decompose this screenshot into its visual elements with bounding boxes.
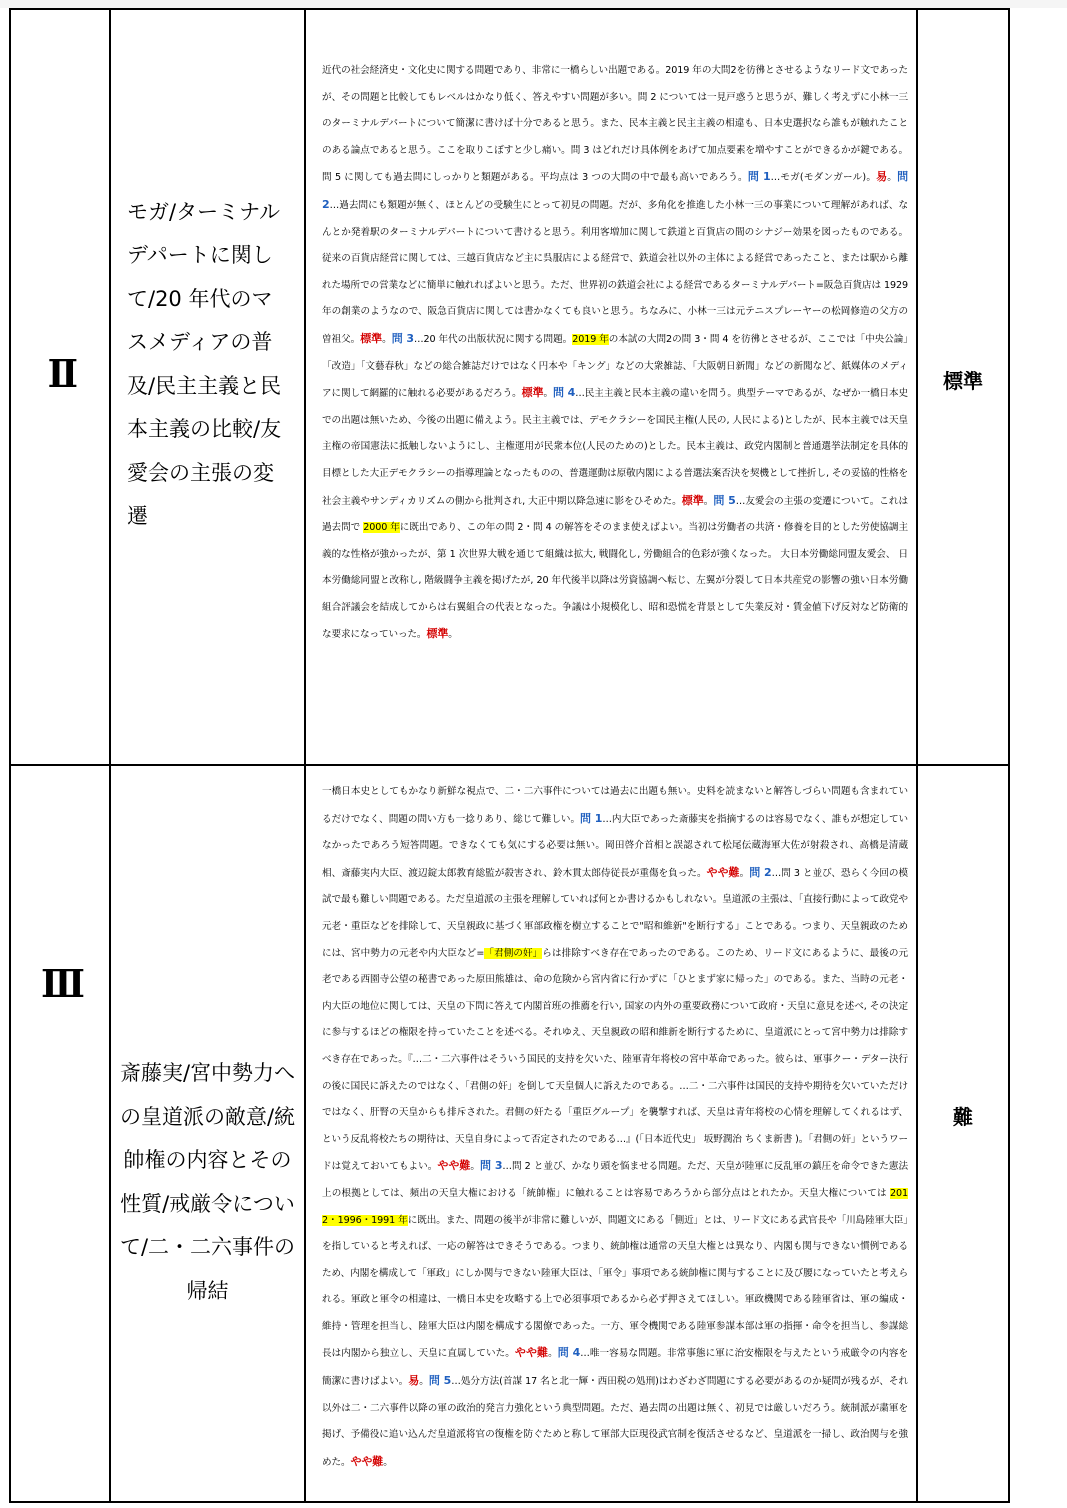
question-label: 問 4: [553, 386, 576, 400]
commentary-cell: [305, 9, 917, 765]
commentary-segment: …内大臣であった斎藤実を指摘するのは容易でなく、誰もが想定していなかったであろう短答問題。できなくても気にする必要は無い。岡田啓介首相と誤認されて松尾伝蔵海軍大佐が射殺され、高橋是清蔵相、斎藤実内大臣、渡辺錠太郎教育総監が殺害され、鈴木貫太郎侍従長が重傷を負った。: [322, 813, 909, 879]
commentary-segment: 。: [739, 867, 750, 879]
commentary-segment: …民主主義と民本主義の違いを問う。典型テーマであるが、なぜか一橋日本史での出題は無いため、今後の出題に備えよう。民主主義では、デモクラシーを国民主権(人民の, 人民による)としたが、民本主義では天皇主権の帝国憲法に抵触しないようにし、主権運用が民衆本位(人民のための)とした。民本主義は、政党内閣制と普通選挙法制定を具体的目標とした大正デモクラシーの指導理論となったものの、普選運動は原敬内閣による普選法案否決を契機として挫折し, その妥協的性格を社会主義やサンディカリズムの側から批判され, 大正中期以降急速に影をひそめた。: [322, 388, 908, 507]
commentary-segment: の本試の大問2の問 3・問 4 を彷彿とさせるが、ここでは「中央公論」「改造」「文藝春秋」などの総合雑誌だけではなく円本や「キング」などの大衆雑誌、「大阪朝日新聞」などの新聞など、紙媒体のメディアに関して網羅的に触れる必要があるだろう。: [322, 333, 908, 400]
difficulty-mark: やや難: [706, 865, 740, 879]
difficulty-label: 難: [953, 1105, 973, 1129]
commentary-segment: 。: [543, 388, 554, 400]
commentary-segment: に既出。また、問題の後半が非常に難しいが、問題文にある「側近」とは、リード文にある武官長や「川島陸軍大臣」を指していると考えれば、一応の解答はできそうである。つまり、統帥権は通常の天皇大権とは異なり、内閣も関与できない慣例であるため、内閣を構成して「軍政」にしか関与できない陸軍大臣は、「軍令」事項である統帥権に関与することに及び腰になっていたと考えられる。軍政と軍令の相違は、一橋日本史を攻略する上で必須事項であるから必ず押さえてほしい。軍政機関である陸軍省は、軍の編成・維持・管理を担当し、陸軍大臣は内閣を構成する閣僚であった。一方、軍令機関である陸軍参謀本部は軍の指揮・命令を担当し、参謀総長は内閣から独立し、天皇に直属していた。: [322, 1214, 909, 1360]
commentary-text: [306, 766, 916, 1476]
highlighted-text: 「君側の奸」: [484, 947, 543, 959]
commentary-segment: 。: [703, 495, 714, 507]
question-label: 問 1: [747, 170, 771, 184]
question-label: 問 2: [749, 865, 772, 879]
section-numeral: Ⅱ: [47, 350, 73, 396]
topic-text: モガ/ターミナルデパートに関して/20 年代のマスメディアの普及/民主主義と民本主義の比較/友愛会の主張の変遷: [127, 199, 282, 528]
commentary-segment: …20 年代の出版状況に関する問題。: [413, 333, 573, 345]
question-label: 問 4: [557, 1346, 581, 1360]
commentary-segment: 一橋日本史としてもかなり新鮮な視点で、二・二六事件については過去に出題も無い。史料を読まないと解答しづらい問題も含まれているだけでなく、問題の問い方も一捻りあり、総じて難しい。: [322, 786, 908, 825]
commentary-segment: 。: [448, 629, 458, 641]
question-label: 問 3: [391, 331, 414, 345]
commentary-segment: 。: [383, 1456, 393, 1468]
commentary-segment: らは排除すべき存在であったのである。このため、リード文にあるように、最後の元老である西園寺公望の秘書であった原田熊雄は、命の危険から宮内省に行かずに「ひとまず家に帰った」のである。また、当時の元老・内大臣の地位に関しては、天皇の下問に答えて内閣首班の推薦を行い, 国家の内外の重要政務について政府・天皇に意見を述べ, その決定に参与するほどの権限を持っていたことを述べる。それゆえ、天皇親政の昭和維新を断行するために、皇道派にとって宮中勢力は排除すべき存在であった。『…二・二六事件はそういう国民的支持を欠いた、陸軍青年将校の宮中革命であった。彼らは、軍事クー・デター決行の後に国民に訴えたのではなく、「君側の奸」を倒して天皇個人に訴えたのである。…二・二六事件は国民的支持や期待を欠いていただけではなく、肝腎の天皇からも排斥された。君側の奸たる「重臣グループ」を襲撃すれば、天皇は青年将校の心情を理解してくれるはず、という反乱将校たちの期待は、天皇自身によって否定されたのである…』(「日本近代史」 坂野潤治 ちくま新書 )。「君側の奸」というワードは覚えておいてもよい。: [322, 947, 908, 1173]
question-label: 問 5: [428, 1374, 452, 1388]
top-strip: [0, 0, 1067, 8]
difficulty-mark: 標準: [681, 493, 704, 507]
difficulty-mark: 易: [876, 170, 888, 184]
difficulty-mark: 標準: [426, 627, 449, 641]
table-row: [10, 9, 1009, 765]
section-numeral: Ⅲ: [40, 961, 80, 1006]
difficulty-mark: 標準: [521, 386, 544, 400]
commentary-segment: …過去問にも類題が無く、ほとんどの受験生にとって初見の問題。だが、多角化を推進した小林一三の事業について理解があれば、なんとか発着駅のターミナルデパートについて書けると思う。利用客増加に関して鉄道と百貨店の間のシナジー効果を図ったものである。従来の百貨店経営に関しては、三越百貨店など主に呉服店による経営で、鉄道会社以外の主体による経営であったこと、または駅から離れた場所での営業などに簡単に触れればよいと思う。ただ、世界初の鉄道会社による経営であるターミナルデパート=阪急百貨店は 1929 年の創業のようなので、阪急百貨店に関しては書かなくても良いと思う。ちなみに、小林一三は元テニスプレーヤーの松岡修造の父方の曽祖父。: [322, 199, 908, 345]
commentary-segment: …問 2 と並び、かなり頭を悩ませる問題。ただ、天皇が陸軍に反乱軍の鎮圧を命令できた憲法上の根拠としては、頻出の天皇大権における「統帥権」に触れることは容易であろうから部分点はとれたか。天皇大権については: [322, 1161, 908, 1199]
difficulty-mark: やや難: [514, 1346, 549, 1360]
section-number-cell: [10, 765, 110, 1502]
highlighted-text: 2000 年: [363, 522, 400, 534]
commentary-segment: 。: [548, 1348, 558, 1360]
difficulty-cell: [917, 765, 1009, 1502]
commentary-segment: 。: [470, 1161, 480, 1173]
commentary-segment: 。: [419, 1376, 429, 1388]
difficulty-mark: 標準: [360, 331, 383, 345]
highlighted-text: 2012・1996・1991 年: [322, 1187, 908, 1226]
difficulty-mark: 易: [408, 1374, 420, 1388]
difficulty-mark: やや難: [437, 1159, 471, 1173]
commentary-cell: [305, 765, 917, 1502]
question-label: 問 5: [713, 493, 736, 507]
difficulty-label: 標準: [943, 368, 983, 393]
commentary-segment: 。: [887, 172, 898, 184]
difficulty-cell: [917, 9, 1009, 765]
topic-cell: [110, 765, 305, 1502]
commentary-segment: …モガ(モダンガール)。: [770, 172, 877, 184]
highlighted-text: 2019 年: [572, 333, 609, 345]
table-row: [10, 765, 1009, 1502]
commentary-segment: …友愛会の主張の変遷について。これは過去問で: [322, 495, 908, 534]
section-number-cell: [10, 9, 110, 765]
commentary-segment: に既出であり、この年の問 2・問 4 の解答をそのまま使えばよい。当初は労働者の共済・修養を目的とした労使協調主義的な性格が強かったが、第 1 次世界大戦を通じて組織は拡大, 戦闘化し, 労働組合的色彩が強くなった。 大日本労働総同盟友愛会、 日本労働総同盟と改称し, 階級闘争主義を掲げたが, 20 年代後半以降は労資協調へ転じ、左翼が分裂して日本共産党の影響の強い日本労働組合評議会を結成してからは右翼組合の代表となった。争議は小規模化し、昭和恐慌を背景として失業反対・賃金値下げ反対など防衛的な要求になっていった。: [322, 522, 908, 641]
commentary-segment: …唯一容易な問題。非常事態に軍に治安権限を与えたという戒厳令の内容を簡潔に書けばよい。: [322, 1348, 909, 1388]
commentary-segment: 近代の社会経済史・文化史に関する問題であり、非常に一橋らしい出題である。2019 年の大問2を彷彿とさせるようなリード文であったが、その問題と比較してもレベルはかなり低く、答えやすい問題が多い。問 2 については一見戸惑うと思うが、難しく考えずに小林一三のターミナルデパートについて簡潔に書けば十分であると思う。また、民本主義と民主主義の相違も、日本史選択なら誰もが触れたことのある論点であると思う。ここを取りこぼすと少し痛い。問 3 はどれだけ具体例をあげて加点要素を増やすことができるかが鍵である。問 5 に関しても過去問にしっかりと類題がある。平均点は 3 つの大問の中で最も高いであろう。: [322, 65, 908, 184]
commentary-segment: …処分方法(首謀 17 名と北一輝・西田税の処刑)はわざわざ問題にする必要があるのか疑問が残るが、それ以外は二・二六事件以降の軍の政治的発言力強化という典型問題。ただ、過去問の出題は無く、初見では厳しいだろう。統制派が粛軍を掲げ、予備役に追い込んだ皇道派将官の復権を防ぐためと称して軍部大臣現役武官制を復活させるなど、皇道派を一掃し、政治関与を強めた。: [322, 1376, 908, 1468]
difficulty-mark: やや難: [350, 1454, 384, 1468]
question-label: 問 1: [580, 811, 603, 825]
question-label: 問 2: [322, 170, 908, 211]
topic-cell: [110, 9, 305, 765]
question-label: 問 3: [479, 1159, 503, 1173]
commentary-text: [306, 10, 916, 649]
commentary-segment: 。: [382, 333, 392, 345]
commentary-segment: …問 3 と並び、恐らく今回の模試で最も難しい問題である。ただ皇道派の主張を理解していれば何とか書けるかもしれない。皇道派の主張は、「直接行動によって政党や元老・重臣などを排除して、天皇親政に基づく軍部政権を樹立することで"昭和維新"を断行する」ことである。つまり、天皇親政のためには、宮中勢力の元老や内大臣など=: [322, 867, 909, 959]
analysis-table: [9, 8, 1010, 1503]
topic-text: 斎藤実/宮中勢力への皇道派の敵意/統帥権の内容とその性質/戒厳令について/二・二六事件の帰結: [119, 1061, 296, 1303]
